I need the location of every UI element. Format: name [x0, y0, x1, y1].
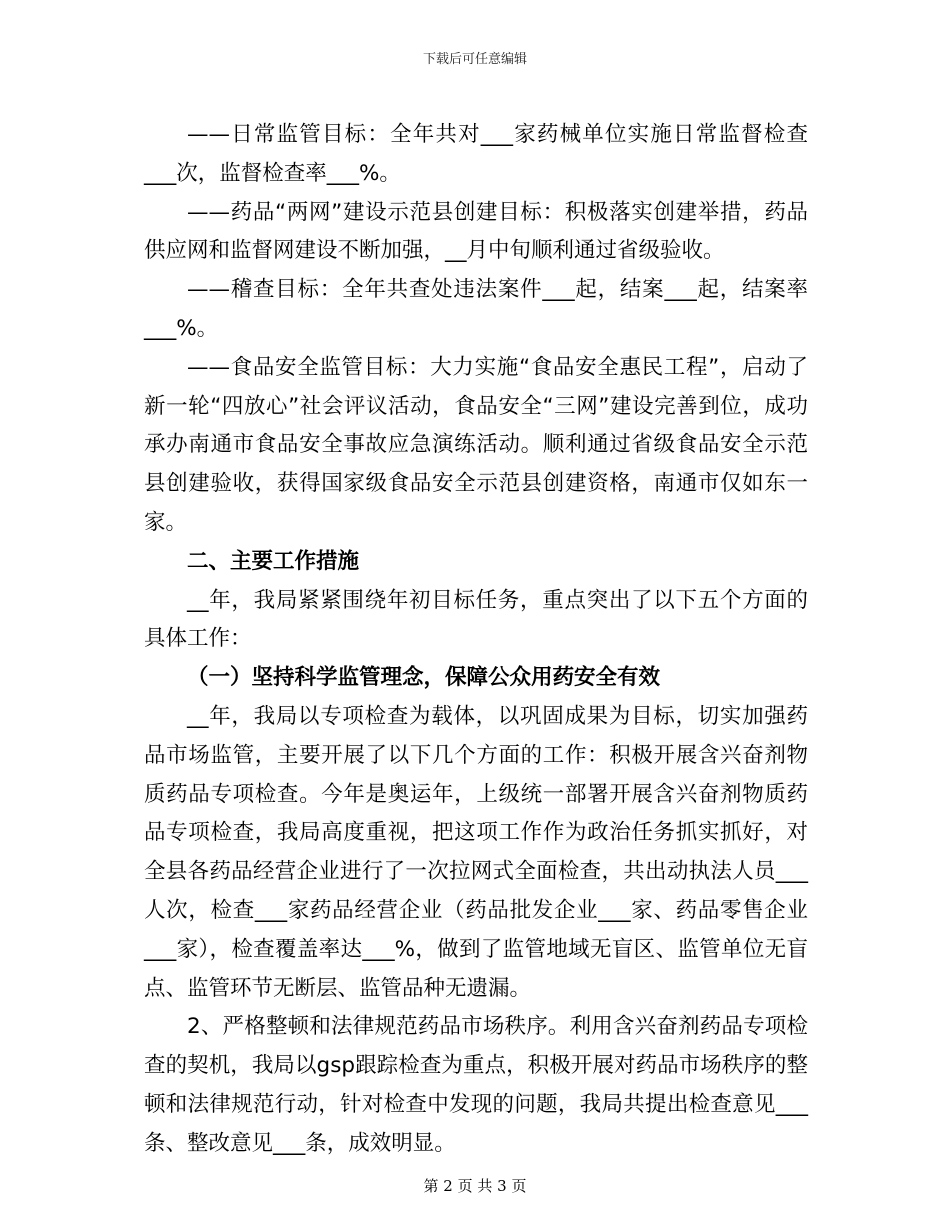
paragraph-measures-intro: __年，我局紧紧围绕年初目标任务，重点突出了以下五个方面的具体工作： [144, 587, 808, 652]
subsection-heading-1: （一）坚持科学监管理念，保障公众用药安全有效 [187, 665, 661, 691]
section-heading-main-measures: 二、主要工作措施 [187, 548, 360, 574]
page-number-footer: 第 2 页 共 3 页 [423, 1177, 527, 1195]
paragraph-inspection-goal: ——稽查目标：全年共查处违法案件___起，结案___起，结案率___%。 [144, 277, 808, 341]
paragraph-food-safety-goal: ——食品安全监管目标：大力实施“食品安全惠民工程”，启动了新一轮“四放心”社会评议活动，食品安全“三网”建设完善到位，成功承办南通市食品安全事故应急演练活动。顺利通过省级食品安全示范县创建验收，获得国家级食品安全示范县创建资格，南通市仅如东一家。 [144, 354, 808, 535]
document-body [144, 116, 808, 1164]
paragraph-market-order: 2、严格整顿和法律规范药品市场秩序。利用含兴奋剂药品专项检查的契机，我局以gsp跟踪检查为重点，积极开展对药品市场秩序的整顿和法律规范行动，针对检查中发现的问题，我局共提出检查意见___条、整改意见___条，成效明显。 [144, 1014, 808, 1156]
page-header: 下载后可任意编辑 [422, 52, 527, 67]
paragraph-special-inspection: __年，我局以专项检查为载体，以巩固成果为目标，切实加强药品市场监管，主要开展了以下几个方面的工作：积极开展含兴奋剂物质药品专项检查。今年是奥运年，上级统一部署开展含兴奋剂物质药品专项检查，我局高度重视，把这项工作作为政治任务抓实抓好，对全县各药品经营企业进行了一次拉网式全面检查，共出动执法人员___人次，检查___家药品经营企业（药品批发企业___家、药品零售企业___家），检查覆盖率达___%，做到了监管地域无盲区、监管单位无盲点、监管环节无断层、监管品种无遗漏。 [144, 703, 808, 1001]
paragraph-daily-supervision-goal: ——日常监管目标：全年共对___家药械单位实施日常监督检查___次，监督检查率___%。 [144, 122, 808, 186]
paragraph-two-networks-goal: ——药品“两网”建设示范县创建目标：积极落实创建举措，药品供应网和监督网建设不断加强，__月中旬顺利通过省级验收。 [144, 199, 808, 264]
